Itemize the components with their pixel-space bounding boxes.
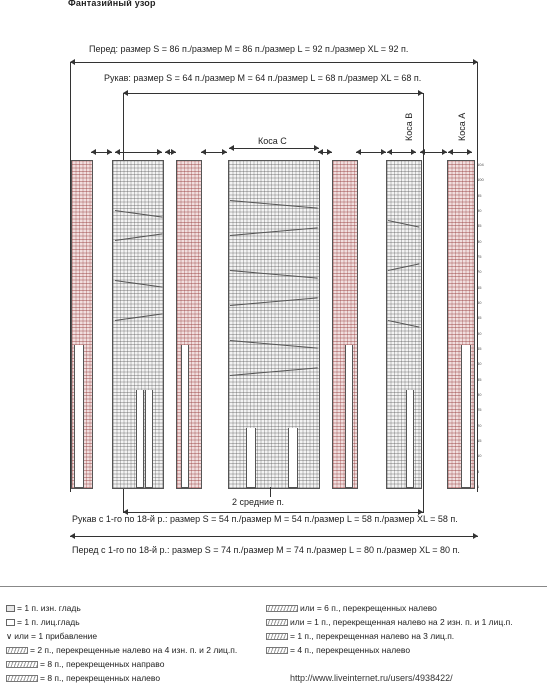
row-number: 75 bbox=[477, 254, 482, 259]
chart-slot bbox=[246, 428, 256, 488]
kosa-b-label: Коса В bbox=[404, 112, 414, 141]
row-number: 20 bbox=[477, 422, 482, 428]
chart-panel-kosa-c bbox=[228, 160, 320, 489]
section-arrow-4 bbox=[201, 152, 227, 153]
section-arrow-1 bbox=[91, 152, 112, 153]
row-number: 1 bbox=[477, 484, 480, 489]
middle-stitches-label: 2 средние п. bbox=[232, 497, 284, 507]
legend-item: = 1 п. лиц.гладь bbox=[6, 617, 80, 627]
row-number: 25 bbox=[477, 407, 482, 413]
kosa-b-arrow bbox=[387, 152, 416, 153]
row-number: 60 bbox=[477, 300, 482, 305]
section-arrow-2 bbox=[115, 152, 162, 153]
legend-item: = 1 п. изн. гладь bbox=[6, 603, 81, 613]
cable-icon bbox=[6, 661, 38, 668]
row-number: 85 bbox=[477, 223, 482, 229]
legend-item: = 1 п., перекрещенная налево на 3 лиц.п. bbox=[266, 631, 454, 641]
sleeve-right-guide bbox=[423, 93, 424, 513]
legend-item: или = 1 п., перекрещенная налево на 2 изн. п. и 1 лиц.п. bbox=[266, 617, 513, 627]
row-number: 35 bbox=[477, 376, 482, 382]
row-number: 15 bbox=[477, 438, 482, 443]
section-arrow-7 bbox=[420, 152, 447, 153]
row-number: 45 bbox=[477, 346, 482, 351]
kosa-a-label: Коса А bbox=[457, 112, 467, 141]
kosa-a-arrow bbox=[448, 152, 472, 153]
legend-item: = 4 п., перекрещенных налево bbox=[266, 645, 410, 655]
cable-icon bbox=[266, 619, 288, 626]
row-number: 100 bbox=[477, 177, 484, 183]
row-number: 104 bbox=[477, 162, 484, 167]
legend-item: = 2 п., перекрещенные налево на 4 изн. п. и 2 лиц.п. bbox=[6, 645, 237, 655]
chart-slot bbox=[74, 345, 84, 488]
row-number: 30 bbox=[477, 392, 482, 397]
legend-item: или = 6 п., перекрещенных налево bbox=[266, 603, 437, 613]
section-arrow-6 bbox=[356, 152, 386, 153]
legend-item: = 8 п., перекрещенных направо bbox=[6, 659, 164, 669]
cable-icon bbox=[266, 605, 298, 612]
sleeve-bottom-label: Рукав с 1-го по 18-й р.: размер S = 54 п./размер M = 54 п./размер L = 58 п./размер XL = 58 п. bbox=[72, 514, 458, 524]
sleeve-size-label: Рукав: размер S = 64 п./размер M = 64 п./размер L = 68 п./размер XL = 68 п. bbox=[104, 73, 422, 83]
chart-panel-3 bbox=[176, 160, 202, 489]
row-number: 95 bbox=[477, 192, 482, 198]
chart-slot bbox=[406, 390, 414, 488]
middle-marker bbox=[270, 487, 271, 497]
kosa-c-label: Коса С bbox=[258, 136, 287, 146]
legend-item: ∨ или = 1 прибавление bbox=[6, 631, 98, 642]
front-width-arrow bbox=[70, 62, 478, 63]
section-arrow-5 bbox=[318, 152, 332, 153]
section-arrow-3 bbox=[165, 152, 176, 153]
sleeve-bottom-arrow bbox=[123, 512, 423, 513]
row-number: 40 bbox=[477, 361, 482, 367]
legend bbox=[0, 586, 547, 684]
box-icon bbox=[6, 605, 15, 612]
cable-icon bbox=[6, 675, 38, 682]
sleeve-width-arrow bbox=[123, 93, 423, 94]
chart-slot bbox=[136, 390, 144, 488]
front-bottom-label: Перед с 1-го по 18-й р.: размер S = 74 п./размер M = 74 п./размер L = 80 п./размер XL = 80 п. bbox=[72, 545, 460, 555]
row-number: 70 bbox=[477, 269, 482, 275]
cable-icon bbox=[6, 647, 28, 654]
chart-slot bbox=[288, 428, 298, 488]
page-title: Фантазийный узор bbox=[68, 0, 156, 8]
chart-slot bbox=[181, 345, 189, 488]
watermark-link[interactable]: http://www.liveinternet.ru/users/4938422/ bbox=[290, 673, 453, 683]
box-icon bbox=[6, 619, 15, 626]
cable-icon bbox=[266, 647, 288, 654]
chart-slot bbox=[461, 345, 471, 488]
row-number: 50 bbox=[477, 330, 482, 336]
legend-item: = 8 п., перекрещенных налево bbox=[6, 673, 160, 683]
row-number: 90 bbox=[477, 208, 482, 213]
increase-icon: ∨ bbox=[6, 631, 13, 642]
row-number: 65 bbox=[477, 284, 482, 290]
chart-slot bbox=[145, 390, 153, 488]
row-number: 80 bbox=[477, 238, 482, 244]
row-number: 10 bbox=[477, 453, 482, 459]
front-bottom-arrow bbox=[70, 536, 478, 537]
row-number: 5 bbox=[477, 468, 480, 474]
row-number: 55 bbox=[477, 315, 482, 321]
cable-icon bbox=[266, 633, 288, 640]
chart-slot bbox=[345, 345, 353, 488]
kosa-c-arrow bbox=[229, 148, 319, 149]
front-size-label: Перед: размер S = 86 п./размер M = 86 п./размер L = 92 п./размер XL = 92 п. bbox=[89, 44, 409, 54]
